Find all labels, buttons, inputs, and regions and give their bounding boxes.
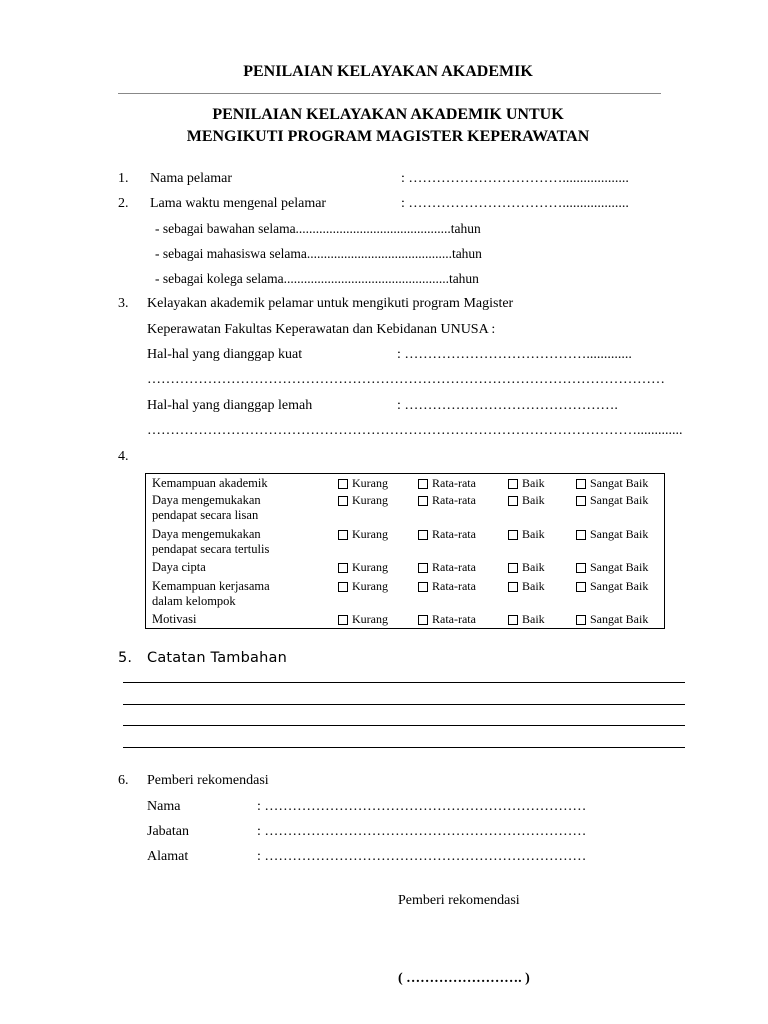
checkbox[interactable] xyxy=(338,479,348,489)
rating-option[interactable] xyxy=(338,560,388,575)
rating-option[interactable] xyxy=(508,560,545,575)
criterion-line1: Daya mengemukakan xyxy=(152,527,261,541)
criterion-label xyxy=(152,612,196,627)
rating-option-label: Kurang xyxy=(352,579,388,593)
checkbox[interactable] xyxy=(508,530,518,540)
rating-option[interactable] xyxy=(508,612,545,627)
checkbox[interactable] xyxy=(576,530,586,540)
criterion-label xyxy=(152,579,270,609)
criterion-line1: Motivasi xyxy=(152,612,197,626)
rating-option-label: Baik xyxy=(522,560,545,574)
rating-option[interactable] xyxy=(338,476,388,491)
signature-label: Pemberi rekomendasi xyxy=(398,893,520,908)
item2-sub-mahasiswa: - sebagai mahasiswa selama...........................................tahun xyxy=(155,246,482,261)
rating-option-label: Baik xyxy=(522,476,545,490)
item4-number: 4. xyxy=(118,449,129,464)
criterion-line1: Daya cipta xyxy=(152,560,206,574)
rating-option[interactable] xyxy=(338,612,388,627)
form-title-line1: PENILAIAN KELAYAKAN AKADEMIK UNTUK xyxy=(212,106,564,123)
item1-fill: : ……………………………................... xyxy=(401,171,629,186)
item3-strong-continuation: ………………………………………………………………………………………………… xyxy=(147,372,665,387)
checkbox[interactable] xyxy=(418,582,428,592)
rating-option-label: Baik xyxy=(522,493,545,507)
checkbox[interactable] xyxy=(418,479,428,489)
rating-option[interactable] xyxy=(418,560,476,575)
checkbox[interactable] xyxy=(508,496,518,506)
recommender-address-fill: : …………………………………………………………… xyxy=(257,849,587,864)
checkbox[interactable] xyxy=(576,582,586,592)
item3-number: 3. xyxy=(118,296,129,311)
recommender-position-fill: : …………………………………………………………… xyxy=(257,824,587,839)
form-title-line2: MENGIKUTI PROGRAM MAGISTER KEPERAWATAN xyxy=(186,128,590,145)
checkbox[interactable] xyxy=(576,479,586,489)
item3-line1: Kelayakan akademik pelamar untuk mengikuti program Magister xyxy=(147,296,514,311)
item3-strong-label: Hal-hal yang dianggap kuat xyxy=(147,347,303,362)
assessment-table xyxy=(145,473,665,629)
signature-name: ( ……………………. ) xyxy=(398,971,530,986)
rating-option[interactable] xyxy=(418,527,476,542)
rating-option-label: Baik xyxy=(522,579,545,593)
item6-number: 6. xyxy=(118,773,129,788)
notes-line-4[interactable] xyxy=(123,747,685,748)
rating-option-label: Kurang xyxy=(352,527,388,541)
rating-option[interactable] xyxy=(576,527,648,542)
item2-fill: : ……………………………................... xyxy=(401,196,629,211)
notes-line-1[interactable] xyxy=(123,682,685,683)
checkbox[interactable] xyxy=(508,615,518,625)
notes-line-3[interactable] xyxy=(123,725,685,726)
rating-option-label: Baik xyxy=(522,527,545,541)
rating-option[interactable] xyxy=(576,560,648,575)
rating-option-label: Rata-rata xyxy=(432,527,476,541)
item2-sub-kolega: - sebagai kolega selama.................................................tahun xyxy=(155,271,479,286)
checkbox[interactable] xyxy=(418,563,428,573)
rating-option-label: Rata-rata xyxy=(432,579,476,593)
criterion-line1: Kemampuan akademik xyxy=(152,476,268,490)
item2-sub-bawahan: - sebagai bawahan selama..............................................tahun xyxy=(155,221,481,236)
checkbox[interactable] xyxy=(576,615,586,625)
recommender-address-label: Alamat xyxy=(147,849,189,864)
criterion-line2: dalam kelompok xyxy=(152,594,236,608)
checkbox[interactable] xyxy=(508,479,518,489)
rating-option[interactable] xyxy=(576,612,648,627)
rating-option-label: Sangat Baik xyxy=(590,579,649,593)
checkbox[interactable] xyxy=(338,496,348,506)
page-title: PENILAIAN KELAYAKAN AKADEMIK xyxy=(243,63,533,80)
rating-option[interactable] xyxy=(338,579,388,594)
criterion-label xyxy=(152,493,261,523)
criterion-label xyxy=(152,560,206,575)
checkbox[interactable] xyxy=(418,496,428,506)
rating-option-label: Kurang xyxy=(352,560,388,574)
rating-option-label: Rata-rata xyxy=(432,560,476,574)
rating-option-label: Sangat Baik xyxy=(590,560,649,574)
item1-label: Nama pelamar xyxy=(150,171,233,186)
rating-option-label: Rata-rata xyxy=(432,476,476,490)
rating-option-label: Kurang xyxy=(352,476,388,490)
rating-option-label: Rata-rata xyxy=(432,612,476,626)
rating-option[interactable] xyxy=(338,493,388,508)
rating-option[interactable] xyxy=(508,579,545,594)
rating-option[interactable] xyxy=(576,579,648,594)
rating-option-label: Rata-rata xyxy=(432,493,476,507)
recommender-position-label: Jabatan xyxy=(147,824,189,839)
recommender-name-fill: : …………………………………………………………… xyxy=(257,799,587,814)
criterion-line1: Kemampuan kerjasama xyxy=(152,579,270,593)
title-divider xyxy=(118,93,661,94)
rating-option[interactable] xyxy=(576,476,648,491)
rating-option-label: Kurang xyxy=(352,493,388,507)
checkbox[interactable] xyxy=(338,530,348,540)
item3-weak-fill: : ………………………………………. xyxy=(397,398,618,413)
checkbox[interactable] xyxy=(338,563,348,573)
criterion-line2: pendapat secara lisan xyxy=(152,508,259,522)
item2-label: Lama waktu mengenal pelamar xyxy=(150,196,327,211)
rating-option[interactable] xyxy=(508,493,545,508)
rating-option-label: Sangat Baik xyxy=(590,493,649,507)
item3-strong-fill: : …………………………………............. xyxy=(397,347,632,362)
item1-number: 1. xyxy=(118,171,129,186)
item3-line2: Keperawatan Fakultas Keperawatan dan Kebidanan UNUSA : xyxy=(147,322,496,337)
checkbox[interactable] xyxy=(338,615,348,625)
rating-option[interactable] xyxy=(338,527,388,542)
criterion-line1: Daya mengemukakan xyxy=(152,493,261,507)
item5-number: 5. xyxy=(118,650,133,666)
checkbox[interactable] xyxy=(418,615,428,625)
checkbox[interactable] xyxy=(576,563,586,573)
item6-label: Pemberi rekomendasi xyxy=(147,773,269,788)
rating-option-label: Sangat Baik xyxy=(590,612,649,626)
rating-option-label: Sangat Baik xyxy=(590,476,649,490)
criterion-label xyxy=(152,476,268,491)
checkbox[interactable] xyxy=(576,496,586,506)
item3-weak-label: Hal-hal yang dianggap lemah xyxy=(147,398,313,413)
rating-option-label: Kurang xyxy=(352,612,388,626)
checkbox[interactable] xyxy=(508,563,518,573)
criterion-line2: pendapat secara tertulis xyxy=(152,542,270,556)
item3-weak-continuation: ……………………………………………………………………………………………............. xyxy=(147,423,683,438)
rating-option[interactable] xyxy=(418,579,476,594)
rating-option[interactable] xyxy=(418,476,476,491)
rating-option[interactable] xyxy=(418,493,476,508)
recommender-name-label: Nama xyxy=(147,799,181,814)
rating-option[interactable] xyxy=(508,527,545,542)
rating-option-label: Sangat Baik xyxy=(590,527,649,541)
notes-line-2[interactable] xyxy=(123,704,685,705)
item2-number: 2. xyxy=(118,196,129,211)
rating-option[interactable] xyxy=(576,493,648,508)
checkbox[interactable] xyxy=(508,582,518,592)
rating-option-label: Baik xyxy=(522,612,545,626)
criterion-label xyxy=(152,527,269,557)
checkbox[interactable] xyxy=(338,582,348,592)
item5-label: Catatan Tambahan xyxy=(147,650,287,666)
rating-option[interactable] xyxy=(508,476,545,491)
checkbox[interactable] xyxy=(418,530,428,540)
rating-option[interactable] xyxy=(418,612,476,627)
